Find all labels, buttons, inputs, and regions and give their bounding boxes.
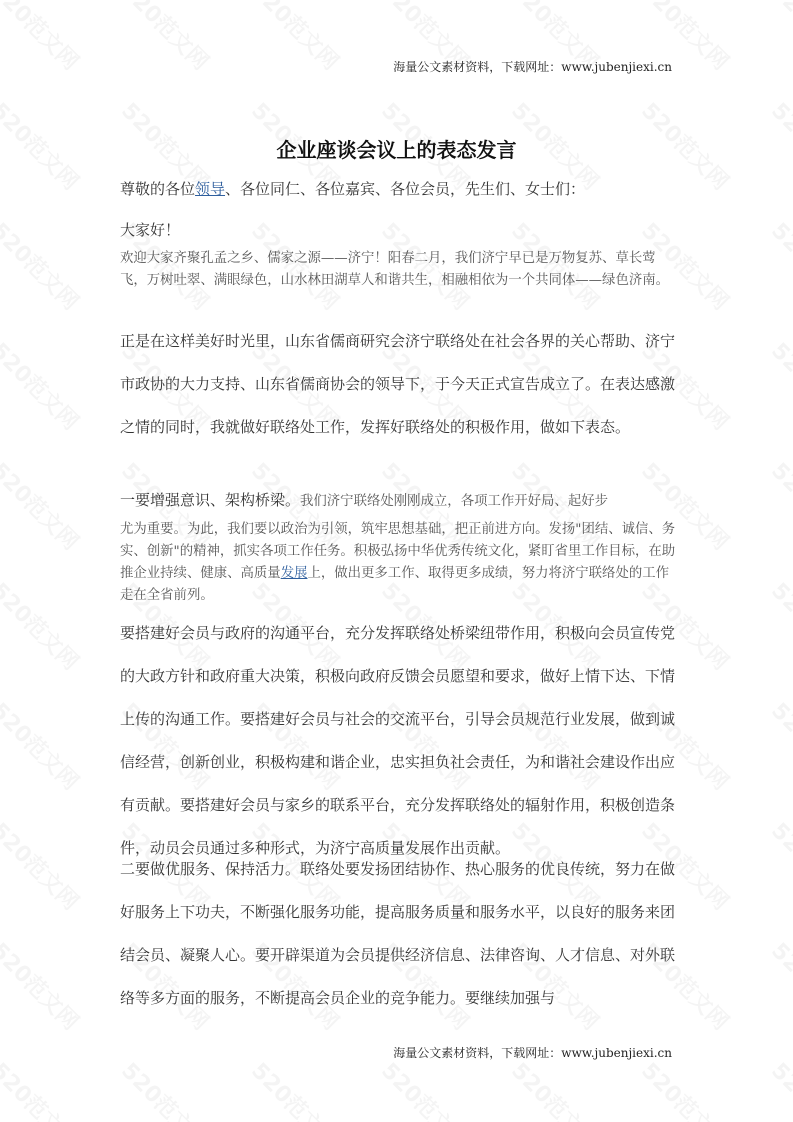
watermark-text <box>765 815 793 916</box>
watermark-text <box>765 215 793 316</box>
watermark-text <box>765 455 793 556</box>
header-note: 海量公文素材资料，下载网址：www.jubenjiexi.cn <box>393 60 672 74</box>
watermark-text <box>0 695 87 796</box>
watermark-text <box>0 0 87 76</box>
watermark-text <box>0 575 87 676</box>
watermark-text <box>0 1055 87 1122</box>
watermark-text <box>765 935 793 1036</box>
salutation-pre: 尊敬的各位 <box>120 180 196 198</box>
watermark-text <box>115 0 216 76</box>
salutation <box>120 178 585 199</box>
watermark-text <box>635 1055 736 1122</box>
watermark-text <box>765 695 793 796</box>
paragraph-point-one-body <box>120 519 676 607</box>
paragraph-welcome: 欢迎大家齐聚孔孟之乡、儒家之源——济宁！阳春二月，我们济宁早已是万物复苏、草长莺飞，万树吐翠、满眼绿色，山水林田湖草人和谐共生，相融相依为一个共同体——绿色济南。 <box>120 251 670 288</box>
watermark-text <box>765 575 793 676</box>
page-title: 企业座谈会议上的表态发言 <box>276 138 517 162</box>
greeting: 大家好！ <box>120 221 181 239</box>
paragraph-point-two: 二要做优服务、保持活力。联络处要发扬团结协作、热心服务的优良传统，努力在做好服务上下功夫，不断强化服务功能，提高服务质量和服务水平，以良好的服务来团结会员、凝聚人心。要开辟渠道为会员提供经济信息、法律咨询、人才信息、对外联络等多方面的服务，不断提高会员企业的竞争能力。要继续加强与 <box>120 860 676 1007</box>
watermark-text <box>375 1055 476 1122</box>
point-one-heading: 一要增强意识、架构桥梁。 <box>120 491 301 509</box>
paragraph-intro: 正是在这样美好时光里，山东省儒商研究会济宁联络处在社会各界的关心帮助、济宁市政协的大力支持、山东省儒商协会的领导下，于今天正式宣告成立了。在表达感激之情的同时，我就做好联络处工作，发挥好联络处的积极作用，做如下表态。 <box>120 332 676 436</box>
watermark-text <box>245 1055 346 1122</box>
point-one-body-pre: 尤为重要。为此，我们要以政治为引领，筑牢思想基础，把正前进方向。发扬"团结、诚信、务实、创新"的精神，抓实各项工作任务。积极弘扬中华优秀传统文化，紧盯省里工作目标，在助推企业持续、健康、高质量 <box>120 522 676 581</box>
watermark-text <box>0 335 87 436</box>
watermark-text <box>0 935 87 1036</box>
watermark-text <box>765 335 793 436</box>
development-link[interactable]: 发展 <box>280 566 308 581</box>
watermark-text <box>0 455 87 556</box>
watermark-text <box>765 1055 793 1122</box>
paragraph-point-one-lead <box>120 488 676 514</box>
point-one-tail: 我们济宁联络处刚刚成立，各项工作开好局、起好步 <box>300 494 608 509</box>
watermark-text <box>505 1055 606 1122</box>
watermark-text <box>0 815 87 916</box>
footer-note: 海量公文素材资料，下载网址：www.jubenjiexi.cn <box>393 1046 672 1060</box>
watermark-text <box>765 0 793 76</box>
salutation-post: 、各位同仁、各位嘉宾、各位会员，先生们、女士们： <box>225 180 586 198</box>
watermark-text <box>245 0 346 76</box>
watermark-text <box>0 215 87 316</box>
paragraph-platforms: 要搭建好会员与政府的沟通平台，充分发挥联络处桥梁纽带作用，积极向会员宣传党的大政方针和政府重大决策，积极向政府反馈会员愿望和要求，做好上情下达、下情上传的沟通工作。要搭建好会员与社会的交流平台，引导会员规范行业发展，做到诚信经营，创新创业，积极构建和谐企业，忠实担负社会责任，为和谐社会建设作出应有贡献。要搭建好会员与家乡的联系平台，充分发挥联络处的辐射作用，积极创造条件，动员会员通过多种形式，为济宁高质量发展作出贡献。 <box>120 624 676 857</box>
salutation-link[interactable]: 领导 <box>195 180 226 198</box>
watermark-text <box>115 1055 216 1122</box>
point-one-body-post: 上，做出更多工作、取得更多成绩，努力将济宁联络处的工作走在全省前列。 <box>120 566 670 603</box>
